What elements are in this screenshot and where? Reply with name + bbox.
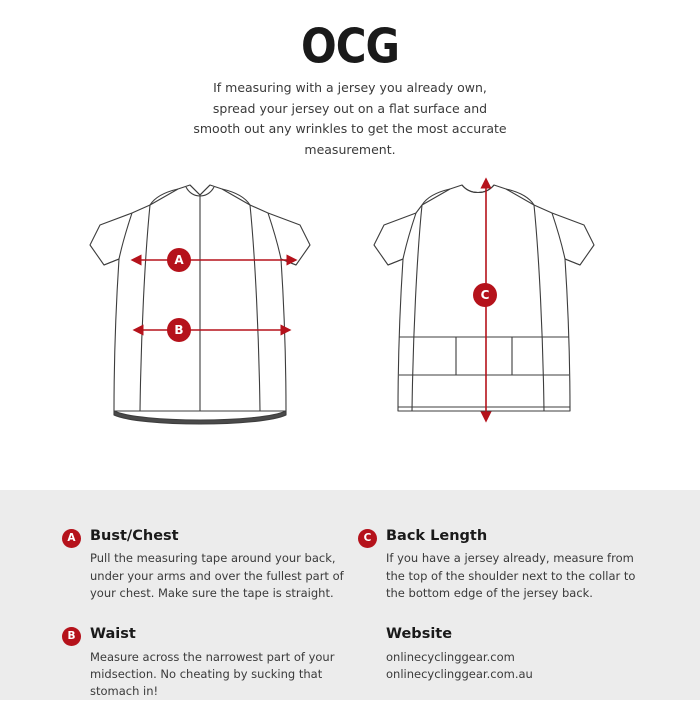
marker-c: C bbox=[473, 283, 497, 307]
legend-entry-website bbox=[358, 626, 648, 683]
front-jersey-illustration bbox=[90, 185, 310, 424]
legend-entry-bust-chest bbox=[62, 528, 352, 602]
brand-logo bbox=[0, 19, 700, 74]
legend-title-back-length: Back Length bbox=[386, 528, 488, 544]
legend-badge-a: A bbox=[62, 529, 81, 548]
legend-title-waist: Waist bbox=[90, 626, 136, 643]
legend-entry-waist bbox=[62, 626, 352, 700]
website-link-com-au[interactable]: onlinecyclinggear.com.au bbox=[386, 666, 533, 681]
intro-text: If measuring with a jersey you already own, spread your jersey out on a flat surface and smooth out any wrinkles to get the most accurate measurement. bbox=[193, 80, 507, 157]
legend-column-right bbox=[358, 528, 648, 707]
legend-title-website: Website bbox=[386, 626, 453, 643]
measurement-diagram bbox=[0, 165, 700, 490]
brand-logo-text: OCG bbox=[300, 19, 399, 74]
jersey-illustrations bbox=[0, 165, 700, 490]
marker-b: B bbox=[167, 318, 191, 342]
legend-body-back-length: If you have a jersey already, measure from the top of the shoulder next to the collar to the bottom edge of the jersey back. bbox=[386, 551, 636, 600]
website-link-com[interactable]: onlinecyclinggear.com bbox=[386, 649, 515, 664]
legend-body-bust-chest: Pull the measuring tape around your back, under your arms and over the fullest part of your chest. Make sure the tape is straight. bbox=[90, 551, 344, 600]
legend-title-bust-chest: Bust/Chest bbox=[90, 528, 179, 544]
legend-column-left bbox=[62, 528, 352, 724]
legend-body-waist: Measure across the narrowest part of your midsection. No cheating by sucking that stomach in! bbox=[90, 649, 335, 699]
legend-footer bbox=[0, 490, 700, 700]
legend-badge-c: C bbox=[358, 529, 377, 548]
legend-entry-back-length bbox=[358, 528, 648, 602]
legend-badge-b: B bbox=[62, 627, 81, 646]
marker-a: A bbox=[167, 248, 191, 272]
